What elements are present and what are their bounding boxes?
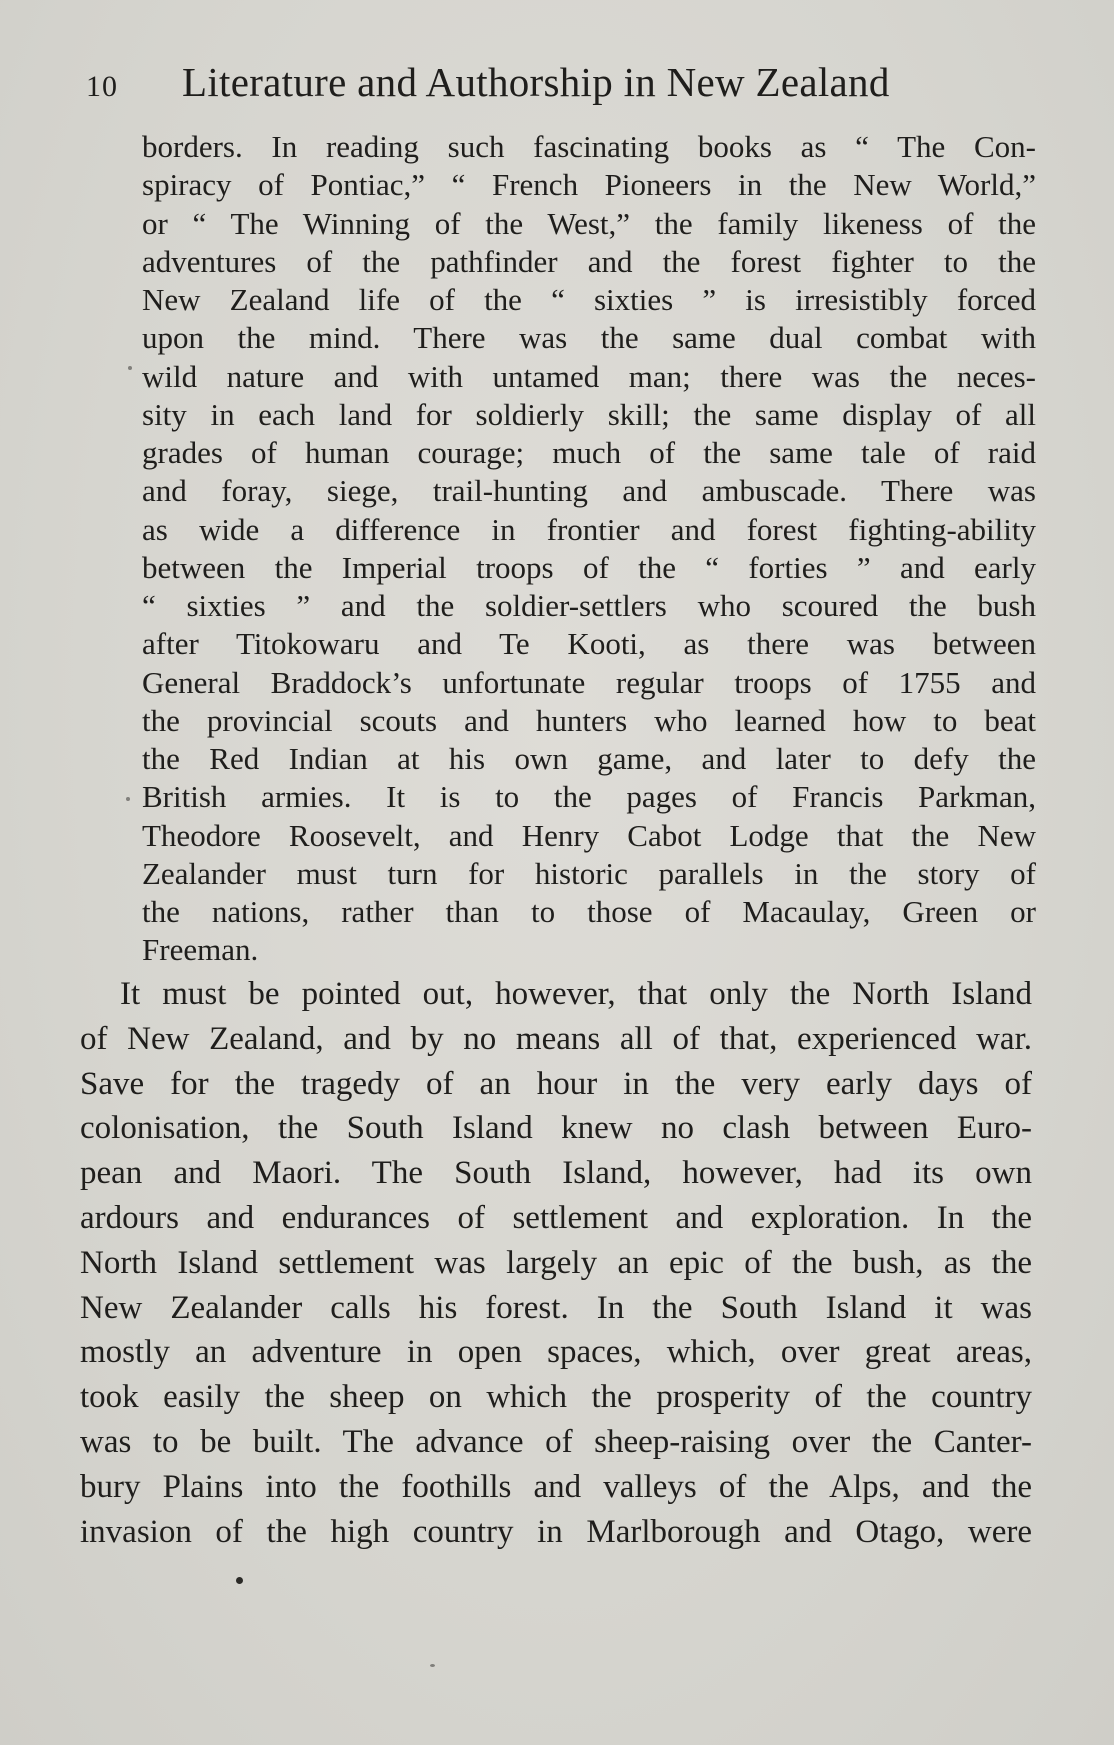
passage-line: wild nature and with untamed man; there was the neces- xyxy=(142,358,1036,394)
paragraph-line: took easily the sheep on which the prosperity of the country xyxy=(80,1379,1032,1416)
indented-passage xyxy=(142,128,1036,970)
paragraph-line: North Island settlement was largely an epic of the bush, as the xyxy=(80,1244,1032,1281)
paragraph-line: colonisation, the South Island knew no clash between Euro- xyxy=(80,1110,1032,1147)
passage-line: after Titokowaru and Te Kooti, as there was between xyxy=(142,626,1036,662)
passage-line: Theodore Roosevelt, and Henry Cabot Lodge that the New xyxy=(142,817,1036,853)
passage-line: spiracy of Pontiac,” “ French Pioneers in the New World,” xyxy=(142,167,1036,203)
passage-line: British armies. It is to the pages of Francis Parkman, xyxy=(142,779,1036,815)
passage-line: “ sixties ” and the soldier-settlers who scoured the bush xyxy=(142,588,1036,623)
passage-line: and foray, siege, trail-hunting and ambuscade. There was xyxy=(142,473,1036,509)
passage-line: the nations, rather than to those of Macaulay, Green or xyxy=(142,894,1036,929)
paragraph-line: New Zealander calls his forest. In the South Island it was xyxy=(80,1289,1032,1326)
paragraph-line: It must be pointed out, however, that only the North Island xyxy=(120,976,1032,1012)
passage-line: borders. In reading such fascinating books as “ The Con- xyxy=(142,129,1036,164)
passage-line: between the Imperial troops of the “ forties ” and early xyxy=(142,549,1036,585)
body-paragraph xyxy=(80,972,1032,1554)
paragraph-line: pean and Maori. The South Island, however, had its own xyxy=(80,1155,1032,1192)
passage-line: grades of human courage; much of the same tale of raid xyxy=(142,435,1036,470)
passage-line: adventures of the pathfinder and the forest fighter to the xyxy=(142,243,1036,279)
paragraph-line: bury Plains into the foothills and valleys of the Alps, and the xyxy=(80,1468,1032,1505)
paragraph-line: was to be built. The advance of sheep-raising over the Canter- xyxy=(80,1423,1032,1460)
running-title: Literature and Authorship in New Zealand xyxy=(182,59,890,105)
passage-line: upon the mind. There was the same dual combat with xyxy=(142,320,1036,356)
passage-line: General Braddock’s unfortunate regular troops of 1755 and xyxy=(142,664,1036,700)
paragraph-line: invasion of the high country in Marlborough and Otago, were xyxy=(80,1513,1032,1550)
passage-line: Zealander must turn for historic parallels in the story of xyxy=(142,855,1036,891)
passage-line: Freeman. xyxy=(142,932,259,968)
passage-line: New Zealand life of the “ sixties ” is irresistibly forced xyxy=(142,282,1036,317)
page-number: 10 xyxy=(86,70,118,103)
passage-line: the provincial scouts and hunters who learned how to beat xyxy=(142,702,1036,738)
paper-speck xyxy=(236,1577,243,1584)
paragraph-line: ardours and endurances of settlement and exploration. In the xyxy=(80,1199,1032,1236)
running-head xyxy=(86,58,946,108)
paper-speck xyxy=(126,797,130,801)
passage-line: as wide a difference in frontier and forest fighting-ability xyxy=(142,511,1036,547)
paragraph-line: of New Zealand, and by no means all of that, experienced war. xyxy=(80,1020,1032,1057)
paper-speck xyxy=(430,1664,435,1667)
passage-line: the Red Indian at his own game, and later to defy the xyxy=(142,741,1036,776)
paragraph-line: mostly an adventure in open spaces, which, over great areas, xyxy=(80,1334,1032,1371)
passage-line: sity in each land for soldierly skill; the same display of all xyxy=(142,396,1036,432)
paragraph-line: Save for the tragedy of an hour in the very early days of xyxy=(80,1065,1032,1102)
paper-speck xyxy=(128,366,132,370)
passage-line: or “ The Winning of the West,” the family likeness of the xyxy=(142,205,1036,241)
